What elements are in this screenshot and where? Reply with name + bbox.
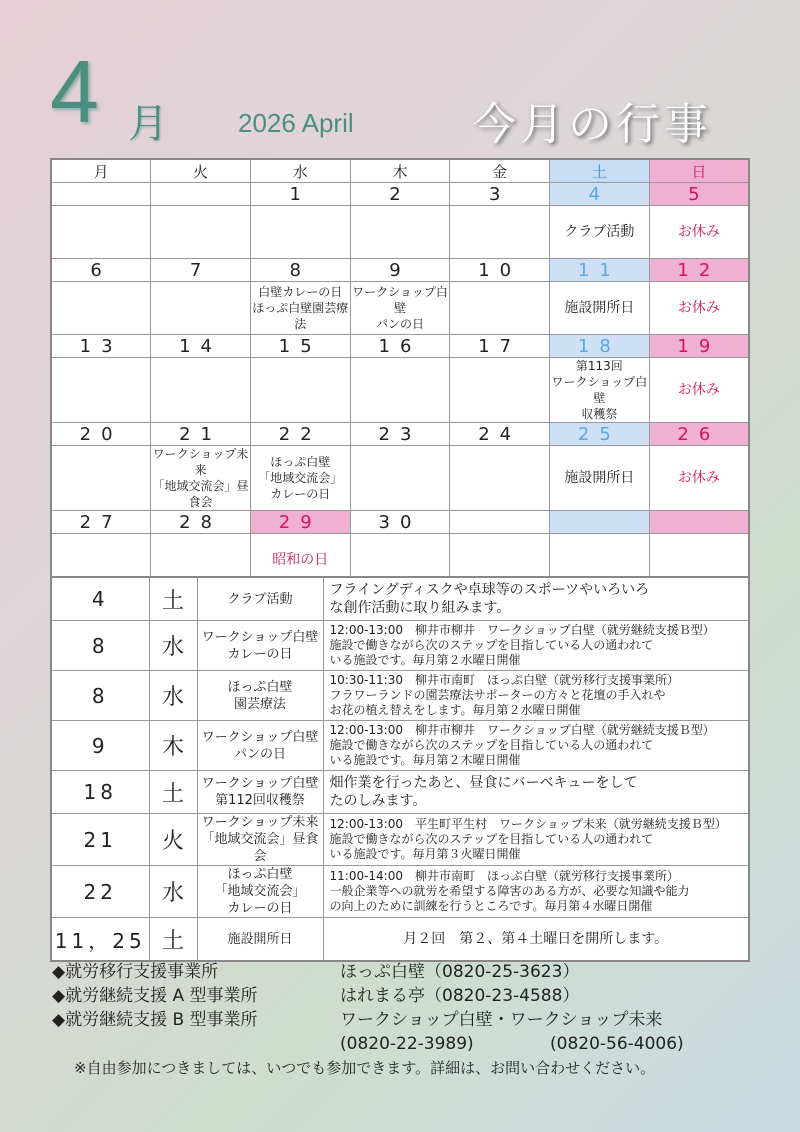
detail-description-line: の向上のために訓練を行うところです。毎月第４水曜日開催 [329,899,653,913]
event-label: カレーの日 [270,487,331,501]
event-cell [51,282,151,335]
date-cell: 11 [550,259,650,282]
phone-mirai: (0820-56-4006) [550,1034,684,1054]
detail-description-line: 月２回 第２、第４土曜日を開所します。 [403,931,669,947]
event-label: 施設開所日 [564,470,635,486]
event-row [51,358,749,423]
detail-description [323,671,749,721]
event-cell [250,446,350,511]
date-row [51,511,749,534]
contact-value: ワークショップ白壁・ワークショップ未来 [340,1010,663,1030]
event-label: 白壁カレーの日 [258,285,343,299]
detail-description-line: フラワーランドの園芸療法サポーターの方々と花壇の手入れや [329,688,666,702]
detail-row [51,918,749,962]
detail-date: 8 [51,621,149,671]
detail-name [197,866,323,918]
detail-name-line: ワークショップ未来 [201,815,319,830]
contact-row [52,960,752,984]
detail-description-line: たのしみます。 [329,793,427,809]
detail-weekday: 土 [149,771,197,814]
event-cell [550,282,650,335]
date-cell [649,511,749,534]
date-cell: 21 [151,423,251,446]
detail-description-line: お花の植え替えをします。毎月第２水曜日開催 [329,703,581,717]
date-row [51,259,749,282]
contact-label: ◆就労継続支援 B 型事業所 [52,1010,258,1030]
weekday-header: 木 [350,159,450,183]
month-number: 4 [50,42,99,141]
date-cell [450,511,550,534]
weekday-header-row [51,159,749,183]
date-cell: 7 [151,259,251,282]
date-cell: 15 [250,335,350,358]
detail-row [51,771,749,814]
detail-name [197,577,323,621]
detail-row [51,577,749,621]
event-cell [250,282,350,335]
detail-weekday: 土 [149,577,197,621]
event-cell [550,358,650,423]
date-row [51,423,749,446]
event-label: ワークショップ白壁 [352,285,448,315]
detail-weekday: 水 [149,866,197,918]
detail-description [323,771,749,814]
detail-name-line: 「地域交流会」 [214,884,306,899]
date-cell: 8 [250,259,350,282]
event-label: クラブ活動 [564,224,635,240]
detail-name-line: ワークショップ白壁 [201,776,319,791]
date-cell: 3 [450,183,550,206]
detail-description-line: 12:00-13:00 柳井市柳井 ワークショップ白壁（就労継続支援Ｂ型） [329,723,715,737]
weekday-header: 水 [250,159,350,183]
calendar-table [50,158,750,588]
date-cell: 27 [51,511,151,534]
date-cell: 2 [350,183,450,206]
date-cell: 24 [450,423,550,446]
detail-name [197,918,323,962]
detail-name-line: パンの日 [233,746,286,762]
date-row [51,335,749,358]
detail-description-line: 畑作業を行ったあと、昼食にバーベキューをして [329,775,638,791]
detail-date: 21 [51,814,149,866]
event-row [51,206,749,259]
event-cell [550,446,650,511]
detail-description [323,866,749,918]
event-cell [649,358,749,423]
detail-description-line: 11:00-14:00 柳井市南町 ほっぷ白壁（就労移行支援事業所） [329,869,679,883]
event-cell [151,358,251,423]
event-cell [51,446,151,511]
date-cell: 30 [350,511,450,534]
event-label: パンの日 [375,317,424,331]
detail-name-line: 園芸療法 [233,696,286,712]
date-cell: 10 [450,259,550,282]
event-cell [450,446,550,511]
detail-name [197,814,323,866]
event-row [51,282,749,335]
detail-name [197,771,323,814]
detail-weekday: 土 [149,918,197,962]
event-label: お休み [677,382,720,398]
detail-description-line: 施設で働きながら次のステップを目指している人の通われて [329,638,654,652]
detail-date: 18 [51,771,149,814]
note-row [52,1056,752,1080]
event-label: お休み [677,224,720,240]
detail-name-line: クラブ活動 [227,591,293,607]
date-cell: 18 [550,335,650,358]
detail-name-line: 第112回収穫祭 [215,793,305,808]
date-cell: 19 [649,335,749,358]
date-cell: 29 [250,511,350,534]
detail-description [323,814,749,866]
date-cell: 28 [151,511,251,534]
date-cell: 25 [550,423,650,446]
phone-shirakabe: (0820-22-3989) [340,1034,474,1054]
detail-row [51,621,749,671]
event-cell [450,282,550,335]
detail-name-line: 「地域交流会」昼食会 [201,832,319,864]
detail-description-line: 10:30-11:30 柳井市南町 ほっぷ白壁（就労移行支援事業所） [329,673,679,687]
event-label: 「地域交流会」 [258,471,343,485]
event-cell [350,358,450,423]
detail-description-line: フライングディスクや卓球等のスポーツやいろいろ [329,582,650,598]
contact-value: はれまる亭（0820-23-4588） [340,986,580,1006]
contact-value: ほっぷ白壁（0820-25-3623） [340,962,580,982]
event-cell [649,206,749,259]
detail-name [197,671,323,721]
detail-name [197,621,323,671]
detail-description-line: いる施設です。毎月第２木曜日開催 [329,753,521,767]
weekday-header: 火 [151,159,251,183]
weekday-header: 日 [649,159,749,183]
detail-date: 9 [51,721,149,771]
detail-weekday: 木 [149,721,197,771]
detail-description-line: 12:00-13:00 柳井市柳井 ワークショップ白壁（就労継続支援Ｂ型） [329,623,715,637]
event-cell [350,446,450,511]
detail-date: 4 [51,577,149,621]
event-label: ほっぷ白壁園芸療法 [252,301,349,331]
detail-description-line: いる施設です。毎月第２水曜日開催 [329,653,521,667]
detail-name-line: ワークショップ白壁 [201,629,319,645]
event-label: ワークショップ白壁 [551,375,648,405]
detail-description-line: いる施設です。毎月第３火曜日開催 [329,847,521,861]
contact-row [52,1008,752,1032]
event-label: ほっぷ白壁 [270,455,331,469]
detail-description-line: な創作活動に取り組みます。 [329,600,511,616]
detail-description [323,918,749,962]
detail-name-line: カレーの日 [227,901,293,916]
weekday-header: 土 [550,159,650,183]
contact-footer [52,960,752,1080]
event-label: お休み [677,300,720,316]
detail-date: 11，25 [51,918,149,962]
event-cell [51,206,151,259]
date-cell: 12 [649,259,749,282]
detail-weekday: 水 [149,621,197,671]
date-cell: 14 [151,335,251,358]
event-cell [151,282,251,335]
detail-description-line: 12:00-13:00 平生町平生村 ワークショップ未来（就労継続支援Ｂ型） [329,817,727,831]
date-cell: 4 [550,183,650,206]
event-label: ワークショップ未来 [152,447,249,477]
detail-row [51,866,749,918]
detail-date: 8 [51,671,149,721]
event-label: 「地域交流会」昼食会 [152,479,249,509]
detail-description [323,721,749,771]
event-cell [350,282,450,335]
detail-row [51,721,749,771]
date-cell: 17 [450,335,550,358]
event-label: 第113回 [575,359,623,373]
date-cell: 16 [350,335,450,358]
detail-row [51,814,749,866]
event-cell [649,446,749,511]
detail-name-line: ほっぷ白壁 [227,679,293,695]
detail-weekday: 火 [149,814,197,866]
event-label: お休み [677,470,720,486]
event-cell [51,358,151,423]
detail-date: 22 [51,866,149,918]
contact-label: ◆就労移行支援事業所 [52,962,219,982]
detail-name-line: ワークショップ白壁 [201,729,319,745]
date-cell: 1 [250,183,350,206]
date-cell: 20 [51,423,151,446]
event-cell [350,206,450,259]
year-label: 2026 April [238,108,354,138]
detail-description-line: 施設で働きながら次のステップを目指している人の通われて [329,832,654,846]
detail-description-line: 施設で働きながら次のステップを目指している人の通われて [329,738,654,752]
detail-row [51,671,749,721]
page-title: 今月の行事 [472,99,712,150]
detail-name-line: カレーの日 [227,646,293,662]
date-cell: 26 [649,423,749,446]
detail-name-line: ほっぷ白壁 [227,867,293,882]
event-cell [250,358,350,423]
detail-description [323,621,749,671]
date-cell: 22 [250,423,350,446]
date-row [51,183,749,206]
date-cell [151,183,251,206]
contact-row [52,984,752,1008]
event-label: 施設開所日 [564,300,635,316]
event-cell [250,206,350,259]
detail-weekday: 水 [149,671,197,721]
detail-name [197,721,323,771]
event-cell [151,206,251,259]
date-cell [51,183,151,206]
date-cell: 13 [51,335,151,358]
event-details-table [50,576,750,962]
date-cell: 5 [649,183,749,206]
date-cell: 23 [350,423,450,446]
event-cell [649,282,749,335]
detail-description [323,577,749,621]
event-row [51,446,749,511]
event-cell [151,446,251,511]
date-cell: 6 [51,259,151,282]
event-label: 収穫祭 [581,407,618,421]
date-cell [550,511,650,534]
detail-description-line: 一般企業等への就労を希望する障害のある方が、必要な知識や能力 [329,884,690,898]
date-cell: 9 [350,259,450,282]
weekday-header: 金 [450,159,550,183]
month-kanji: 月 [128,101,168,147]
event-cell [450,206,550,259]
event-cell [450,358,550,423]
weekday-header: 月 [51,159,151,183]
detail-name-line: 施設開所日 [227,931,293,947]
contact-label: ◆就労継続支援 A 型事業所 [52,986,258,1006]
contact-row-phones [52,1032,752,1056]
event-label: 昭和の日 [272,552,329,568]
event-cell [550,206,650,259]
footer-note: ※自由参加につきましては、いつでも参加できます。詳細は、お問い合わせください。 [74,1059,656,1077]
